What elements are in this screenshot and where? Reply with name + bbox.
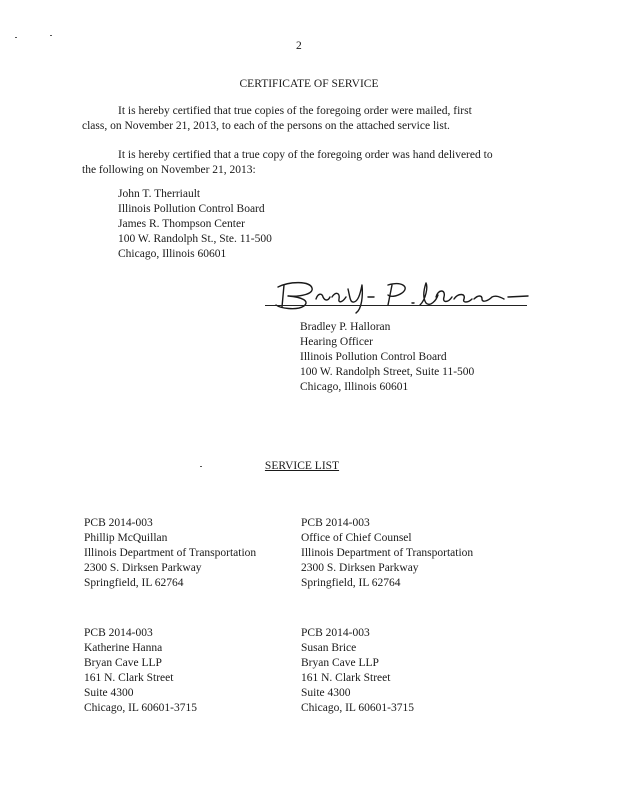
service-entry: [84, 516, 256, 591]
case-number: PCB 2014-003: [301, 517, 370, 529]
service-line: Springfield, IL 62764: [84, 577, 184, 589]
handwritten-signature: [270, 275, 532, 315]
service-name: Susan Brice: [301, 642, 357, 654]
service-line: Chicago, IL 60601-3715: [84, 702, 197, 714]
page-number: 2: [296, 40, 302, 52]
certificate-paragraph-mailed: [82, 104, 522, 134]
service-entry: [84, 626, 197, 716]
signature-line: [265, 305, 527, 306]
service-line: 161 N. Clark Street: [301, 672, 391, 684]
service-list-title: SERVICE LIST: [264, 460, 340, 472]
address-line: 100 W. Randolph St., Ste. 11-500: [118, 233, 272, 245]
service-line: Illinois Department of Transportation: [301, 547, 474, 559]
case-number: PCB 2014-003: [84, 517, 153, 529]
certificate-title: CERTIFICATE OF SERVICE: [239, 78, 379, 90]
service-line: Illinois Department of Transportation: [84, 547, 257, 559]
case-number: PCB 2014-003: [301, 627, 370, 639]
service-line: Bryan Cave LLP: [84, 657, 162, 669]
service-line: Chicago, IL 60601-3715: [301, 702, 414, 714]
service-line: Suite 4300: [301, 687, 351, 699]
address-line: James R. Thompson Center: [118, 218, 245, 230]
signer-title: Hearing Officer: [300, 336, 373, 348]
service-entry: [301, 626, 414, 716]
service-entry: [301, 516, 473, 591]
signer-line: 100 W. Randolph Street, Suite 11-500: [300, 366, 475, 378]
address-line: Chicago, Illinois 60601: [118, 248, 227, 260]
paragraph-line: the following on November 21, 2013:: [82, 164, 256, 176]
paragraph-line: It is hereby certified that a true copy of the foregoing order was hand delivered to: [118, 149, 493, 161]
service-line: Suite 4300: [84, 687, 134, 699]
scan-speck: [15, 37, 17, 38]
scan-speck: [50, 35, 52, 36]
signer-line: Illinois Pollution Control Board: [300, 351, 447, 363]
recipient-address-block: [118, 187, 272, 262]
address-line: John T. Therriault: [118, 188, 201, 200]
service-name: Phillip McQuillan: [84, 532, 168, 544]
address-line: Illinois Pollution Control Board: [118, 203, 265, 215]
service-line: 161 N. Clark Street: [84, 672, 174, 684]
certificate-paragraph-hand-delivered: [82, 148, 522, 178]
service-line: 2300 S. Dirksen Parkway: [84, 562, 202, 574]
service-line: 2300 S. Dirksen Parkway: [301, 562, 419, 574]
service-name: Katherine Hanna: [84, 642, 163, 654]
paragraph-line: class, on November 21, 2013, to each of the persons on the attached service list.: [82, 120, 450, 132]
service-line: Springfield, IL 62764: [301, 577, 401, 589]
signer-line: Chicago, Illinois 60601: [300, 381, 409, 393]
signer-name: Bradley P. Halloran: [300, 321, 391, 333]
paragraph-line: It is hereby certified that true copies of the foregoing order were mailed, first: [118, 105, 472, 117]
case-number: PCB 2014-003: [84, 627, 153, 639]
service-line: Bryan Cave LLP: [301, 657, 379, 669]
signer-block: [300, 320, 474, 395]
service-name: Office of Chief Counsel: [301, 532, 412, 544]
